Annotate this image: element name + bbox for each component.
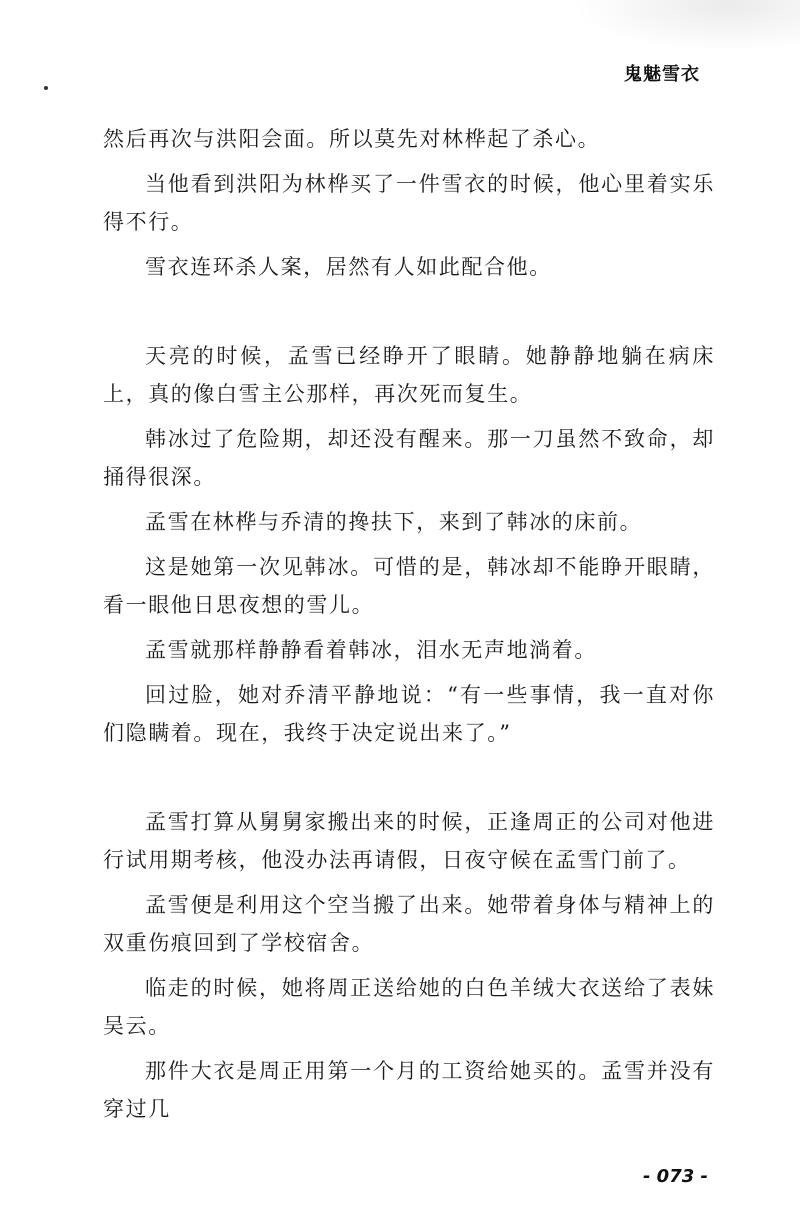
paragraph: 然后再次与洪阳会面。所以莫先对林桦起了杀心。 bbox=[103, 127, 601, 151]
paragraph: 临走的时候，她将周正送给她的白色羊绒大衣送给了表妹吴云。 bbox=[103, 976, 715, 1038]
paragraph: 当他看到洪阳为林桦买了一件雪衣的时候，他心里着实乐得不行。 bbox=[103, 172, 715, 234]
paragraph: 雪衣连环杀人案，居然有人如此配合他。 bbox=[145, 255, 552, 279]
scan-speck bbox=[44, 86, 48, 90]
page-number: - 073 - bbox=[642, 1166, 708, 1187]
paragraph: 韩冰过了危险期，却还没有醒来。那一刀虽然不致命，却捅得很深。 bbox=[103, 427, 715, 489]
paragraph: 孟雪打算从舅舅家搬出来的时候，正逢周正的公司对他进行试用期考核，他没办法再请假，日夜守候在孟雪门前了。 bbox=[103, 810, 715, 872]
paragraph: 孟雪就那样静静看着韩冰，泪水无声地淌着。 bbox=[145, 638, 597, 662]
paragraph: 孟雪便是利用这个空当搬了出来。她带着身体与精神上的双重伤痕回到了学校宿舍。 bbox=[103, 893, 715, 955]
paragraph: 这是她第一次见韩冰。可惜的是，韩冰却不能睁开眼睛，看一眼他日思夜想的雪儿。 bbox=[103, 555, 715, 617]
paragraph: 孟雪在林桦与乔清的搀扶下，来到了韩冰的床前。 bbox=[145, 510, 643, 534]
paragraph: 回过脸，她对乔清平静地说：“有一些事情，我一直对你们隐瞒着。现在，我终于决定说出来了。” bbox=[103, 683, 715, 745]
body-text bbox=[103, 120, 715, 1135]
paragraph: 天亮的时候，孟雪已经睁开了眼睛。她静静地躺在病床上，真的像白雪主公那样，再次死而复生。 bbox=[103, 344, 715, 406]
running-head-title: 鬼魅雪衣 bbox=[624, 64, 700, 85]
paragraph: 那件大衣是周正用第一个月的工资给她买的。孟雪并没有穿过几 bbox=[103, 1059, 715, 1121]
scan-smudge bbox=[560, 0, 800, 55]
